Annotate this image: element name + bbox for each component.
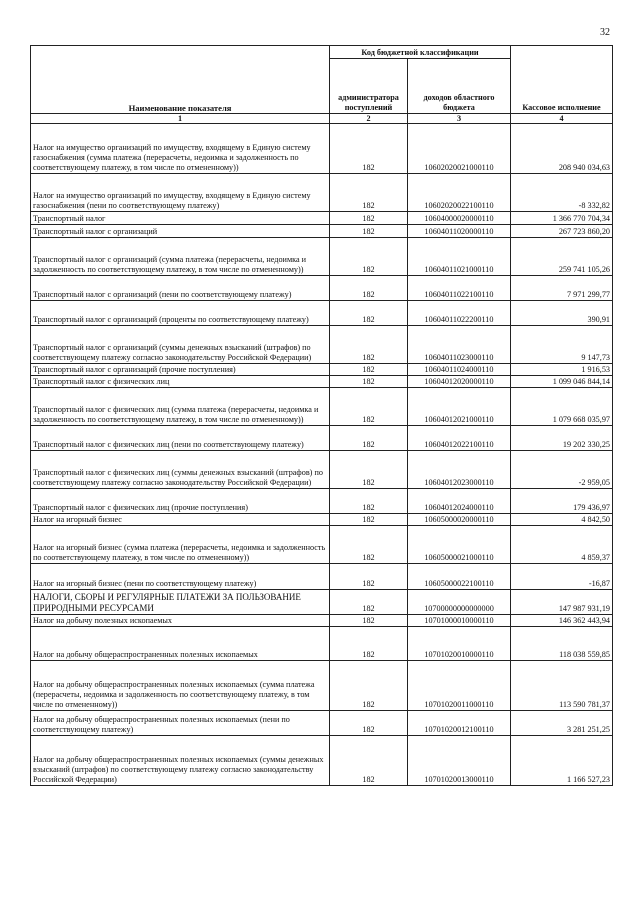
row-code: 10604012020000110 [408,376,511,388]
row-amount: 1 166 527,23 [511,736,613,786]
row-code: 10700000000000000 [408,590,511,615]
table-row [31,627,613,661]
table-row [31,388,613,426]
row-admin: 182 [330,627,408,661]
table-row [31,590,613,615]
row-name: Налог на добычу общераспространенных полезных ископаемых (пени по соответствующему платежу) [31,711,330,736]
page-number: 32 [600,27,610,38]
table-row [31,376,613,388]
row-name: Транспортный налог с физических лиц (суммы денежных взысканий (штрафов) по соответствующему платежу согласно законодательству Российской Федерации) [31,451,330,489]
row-code: 10604012023000110 [408,451,511,489]
row-name: НАЛОГИ, СБОРЫ И РЕГУЛЯРНЫЕ ПЛАТЕЖИ ЗА ПОЛЬЗОВАНИЕ ПРИРОДНЫМИ РЕСУРСАМИ [31,590,330,615]
row-amount: 4 859,37 [511,526,613,564]
row-name: Транспортный налог [31,212,330,225]
row-name: Налог на добычу общераспространенных полезных ископаемых (сумма платежа (перерасчеты, недоимка и задолженность по соответствующему платежу, в том числе по отмененному)) [31,661,330,711]
table-row [31,661,613,711]
row-admin: 182 [330,451,408,489]
row-admin: 182 [330,174,408,212]
row-amount: 147 987 931,19 [511,590,613,615]
row-amount: 1 366 770 704,34 [511,212,613,225]
table-row [31,711,613,736]
row-amount: 1 079 668 035,97 [511,388,613,426]
row-code: 10604011023000110 [408,326,511,364]
table-row [31,276,613,301]
table-row [31,451,613,489]
row-code: 10701000010000110 [408,615,511,627]
row-amount: 1 099 046 844,14 [511,376,613,388]
table-row [31,326,613,364]
row-name: Транспортный налог с физических лиц (пени по соответствующему платежу) [31,426,330,451]
row-name: Транспортный налог с физических лиц (прочие поступления) [31,489,330,514]
row-admin: 182 [330,364,408,376]
row-amount: -16,87 [511,564,613,590]
row-amount: 208 940 034,63 [511,124,613,174]
table-row [31,364,613,376]
row-admin: 182 [330,426,408,451]
row-code: 10604011022200110 [408,301,511,326]
row-code: 10604000020000110 [408,212,511,225]
table-row [31,526,613,564]
table-row [31,301,613,326]
row-code: 10605000021000110 [408,526,511,564]
row-amount: 390,91 [511,301,613,326]
row-code: 10605000020000110 [408,514,511,526]
row-admin: 182 [330,711,408,736]
row-amount: 19 202 330,25 [511,426,613,451]
table-row [31,225,613,238]
row-code: 10604012024000110 [408,489,511,514]
row-code: 10701020013000110 [408,736,511,786]
row-code: 10604011022100110 [408,276,511,301]
row-code: 10602020022100110 [408,174,511,212]
row-amount: 113 590 781,37 [511,661,613,711]
row-admin: 182 [330,489,408,514]
table-row [31,564,613,590]
col-number-2: 2 [330,114,408,124]
row-amount: 118 038 559,85 [511,627,613,661]
row-admin: 182 [330,661,408,711]
row-amount: 7 971 299,77 [511,276,613,301]
header-kbk-group: Код бюджетной классификации [330,46,511,59]
budget-table [30,45,613,786]
row-name: Транспортный налог с организаций (проценты по соответствующему платежу) [31,301,330,326]
row-amount: 267 723 860,20 [511,225,613,238]
row-code: 10701020012100110 [408,711,511,736]
row-admin: 182 [330,238,408,276]
table-row [31,514,613,526]
row-amount: -8 332,82 [511,174,613,212]
col-number-4: 4 [511,114,613,124]
row-amount: 3 281 251,25 [511,711,613,736]
header-name: Наименование показателя [31,46,330,114]
col-number-1: 1 [31,114,330,124]
row-amount: 179 436,97 [511,489,613,514]
row-name: Транспортный налог с организаций (прочие поступления) [31,364,330,376]
header-execution: Кассовое исполнение [511,46,613,114]
row-name: Транспортный налог с организаций (пени по соответствующему платежу) [31,276,330,301]
row-admin: 182 [330,124,408,174]
row-admin: 182 [330,276,408,301]
row-name: Налог на имущество организаций по имуществу, входящему в Единую систему газоснабжения (пени по соответствующему платежу) [31,174,330,212]
row-name: Транспортный налог с организаций [31,225,330,238]
row-admin: 182 [330,388,408,426]
table-row [31,736,613,786]
table-row [31,426,613,451]
row-name: Налог на игорный бизнес (пени по соответствующему платежу) [31,564,330,590]
table-row [31,238,613,276]
row-code: 10701020011000110 [408,661,511,711]
row-code: 10604011024000110 [408,364,511,376]
row-name: Транспортный налог с организаций (сумма платежа (перерасчеты, недоимка и задолженность по соответствующему платежу, в том числе по отмененному)) [31,238,330,276]
header-income: доходов областного бюджета [408,59,511,114]
row-amount: 9 147,73 [511,326,613,364]
row-code: 10604011020000110 [408,225,511,238]
row-code: 10604011021000110 [408,238,511,276]
col-number-3: 3 [408,114,511,124]
row-admin: 182 [330,326,408,364]
row-amount: 4 842,50 [511,514,613,526]
row-admin: 182 [330,564,408,590]
row-name: Налог на игорный бизнес [31,514,330,526]
row-code: 10605000022100110 [408,564,511,590]
row-admin: 182 [330,212,408,225]
row-code: 10604012021000110 [408,388,511,426]
row-admin: 182 [330,590,408,615]
row-name: Транспортный налог с организаций (суммы денежных взысканий (штрафов) по соответствующему платежу согласно законодательству Российской Федерации) [31,326,330,364]
row-admin: 182 [330,225,408,238]
row-name: Налог на добычу общераспространенных полезных ископаемых (суммы денежных взысканий (штрафов) по соответствующему платежу согласно законодательству Российской Федерации) [31,736,330,786]
row-amount: 259 741 105,26 [511,238,613,276]
table-row [31,489,613,514]
row-admin: 182 [330,736,408,786]
row-amount: -2 959,05 [511,451,613,489]
row-admin: 182 [330,376,408,388]
table-row [31,174,613,212]
table-row [31,615,613,627]
row-name: Транспортный налог с физических лиц (сумма платежа (перерасчеты, недоимка и задолженность по соответствующему платежу, в том числе по отмененному)) [31,388,330,426]
row-code: 10701020010000110 [408,627,511,661]
row-admin: 182 [330,615,408,627]
row-admin: 182 [330,526,408,564]
row-code: 10604012022100110 [408,426,511,451]
header-admin: администратора поступлений [330,59,408,114]
row-amount: 1 916,53 [511,364,613,376]
row-amount: 146 362 443,94 [511,615,613,627]
row-name: Налог на добычу общераспространенных полезных ископаемых [31,627,330,661]
row-code: 10602020021000110 [408,124,511,174]
row-name: Налог на имущество организаций по имуществу, входящему в Единую систему газоснабжения (сумма платежа (перерасчеты, недоимка и задолженность по соответствующему платежу, в том числе по отмененному)) [31,124,330,174]
row-name: Налог на добычу полезных ископаемых [31,615,330,627]
table-row [31,124,613,174]
row-admin: 182 [330,301,408,326]
row-name: Налог на игорный бизнес (сумма платежа (перерасчеты, недоимка и задолженность по соответствующему платежу, в том числе по отмененному)) [31,526,330,564]
row-name: Транспортный налог с физических лиц [31,376,330,388]
table-row [31,212,613,225]
row-admin: 182 [330,514,408,526]
